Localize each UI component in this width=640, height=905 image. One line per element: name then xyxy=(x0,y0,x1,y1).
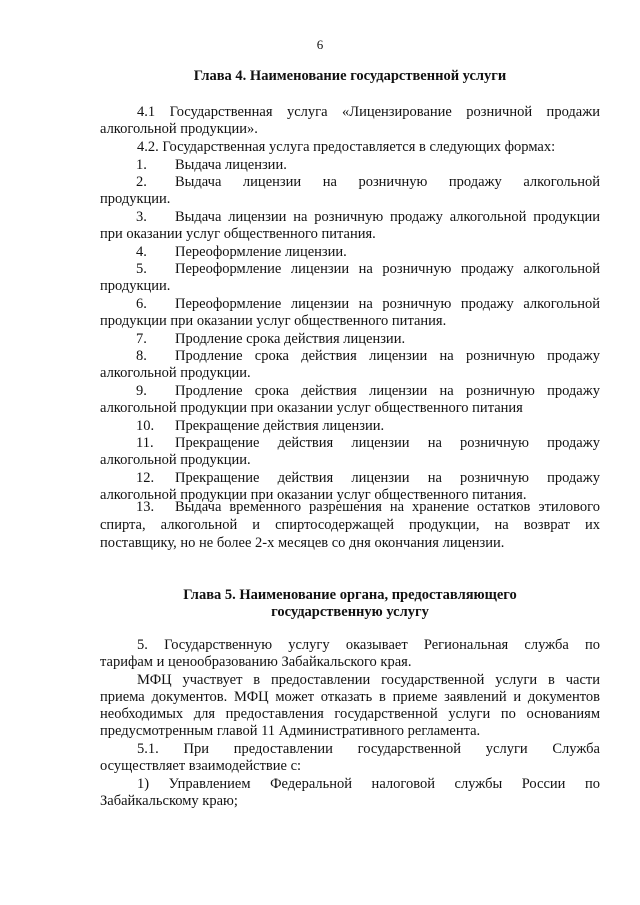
list-item-continuation: продукции. xyxy=(100,191,171,207)
list-item-continuation: алкогольной продукции при оказании услуг общественного питания. xyxy=(100,487,527,503)
list-item-text: Продление срока действия лицензии. xyxy=(175,331,406,347)
list-item-number: 12. xyxy=(136,470,155,486)
list-item-text: Прекращение действия лицензии на розничную продажу xyxy=(175,435,600,451)
page-number: 6 xyxy=(316,37,324,52)
list-item-number: 6. xyxy=(136,296,147,312)
p41-line2: алкогольной продукции». xyxy=(100,121,258,137)
chapter5-title-line2: государственную услугу xyxy=(271,604,429,620)
mfc-line4: предусмотренным главой 11 Административного регламента. xyxy=(100,723,481,739)
list-item-number: 4. xyxy=(136,244,147,260)
list-item-text: Переоформление лицензии на розничную продажу алкогольной xyxy=(175,261,600,277)
list-item-number: 10. xyxy=(136,418,155,434)
list-item-number: 11. xyxy=(136,435,154,451)
list-item-number: 8. xyxy=(136,348,147,364)
chapter4-title: Глава 4. Наименование государственной услуги xyxy=(193,68,507,84)
list-item-text: Переоформление лицензии на розничную продажу алкогольной xyxy=(175,296,600,312)
p41-line1: 4.1 Государственная услуга «Лицензирование розничной продажи xyxy=(137,104,600,120)
list-item-continuation: алкогольной продукции. xyxy=(100,365,251,381)
list-item-number: 1. xyxy=(136,157,147,173)
list-item-continuation: продукции при оказании услуг общественного питания. xyxy=(100,313,447,329)
list-item-number: 3. xyxy=(136,209,147,225)
list-item-number: 5. xyxy=(136,261,147,277)
list-item-text: Переоформление лицензии. xyxy=(175,244,347,260)
list-item-continuation: продукции. xyxy=(100,278,171,294)
list-item-text: Продление срока действия лицензии на розничную продажу xyxy=(175,348,600,364)
mfc-line2: приема документов. МФЦ может отказать в приеме заявлений и документов xyxy=(100,689,600,705)
item13-line2: спирта, алкогольной и спиртосодержащей продукции, на возврат их xyxy=(100,517,600,533)
p5-line2: тарифам и ценообразованию Забайкальского края. xyxy=(100,654,412,670)
list-item-continuation: алкогольной продукции. xyxy=(100,452,251,468)
list-item-text: Выдача лицензии на розничную продажу алкогольной продукции xyxy=(175,209,600,225)
p5-line1: 5. Государственную услугу оказывает Региональная служба по xyxy=(137,637,600,653)
list-item-number: 2. xyxy=(136,174,147,190)
p1-line2: Забайкальскому краю; xyxy=(100,793,238,809)
list-item-text: Продление срока действия лицензии на розничную продажу xyxy=(175,383,600,399)
p51-line1: 5.1. При предоставлении государственной услуги Служба xyxy=(137,741,600,757)
item13-line1: Выдача временного разрешения на хранение остатков этилового xyxy=(175,499,600,515)
list-item-text: Выдача лицензии. xyxy=(175,157,287,173)
list-item-text: Прекращение действия лицензии на розничную продажу xyxy=(175,470,600,486)
mfc-line1: МФЦ участвует в предоставлении государственной услуги в части xyxy=(137,672,600,688)
list-item-text: Прекращение действия лицензии. xyxy=(175,418,385,434)
list-item-text: Выдача лицензии на розничную продажу алкогольной xyxy=(175,174,600,190)
list-item-number: 13. xyxy=(136,499,155,515)
p1-line1: 1) Управлением Федеральной налоговой службы России по xyxy=(137,776,600,792)
chapter5-title-line1: Глава 5. Наименование органа, предоставляющего xyxy=(183,587,517,603)
list-item-continuation: алкогольной продукции при оказании услуг общественного питания xyxy=(100,400,523,416)
p42: 4.2. Государственная услуга предоставляется в следующих формах: xyxy=(137,139,556,155)
p51-line2: осуществляет взаимодействие с: xyxy=(100,758,302,774)
item13-line3: поставщику, но не более 2-х месяцев со дня окончания лицензии. xyxy=(100,535,505,551)
list-item-continuation: при оказании услуг общественного питания. xyxy=(100,226,376,242)
list-item-number: 9. xyxy=(136,383,147,399)
mfc-line3: необходимых для предоставления государственной услуги по основаниям xyxy=(100,706,600,722)
list-item-number: 7. xyxy=(136,331,147,347)
